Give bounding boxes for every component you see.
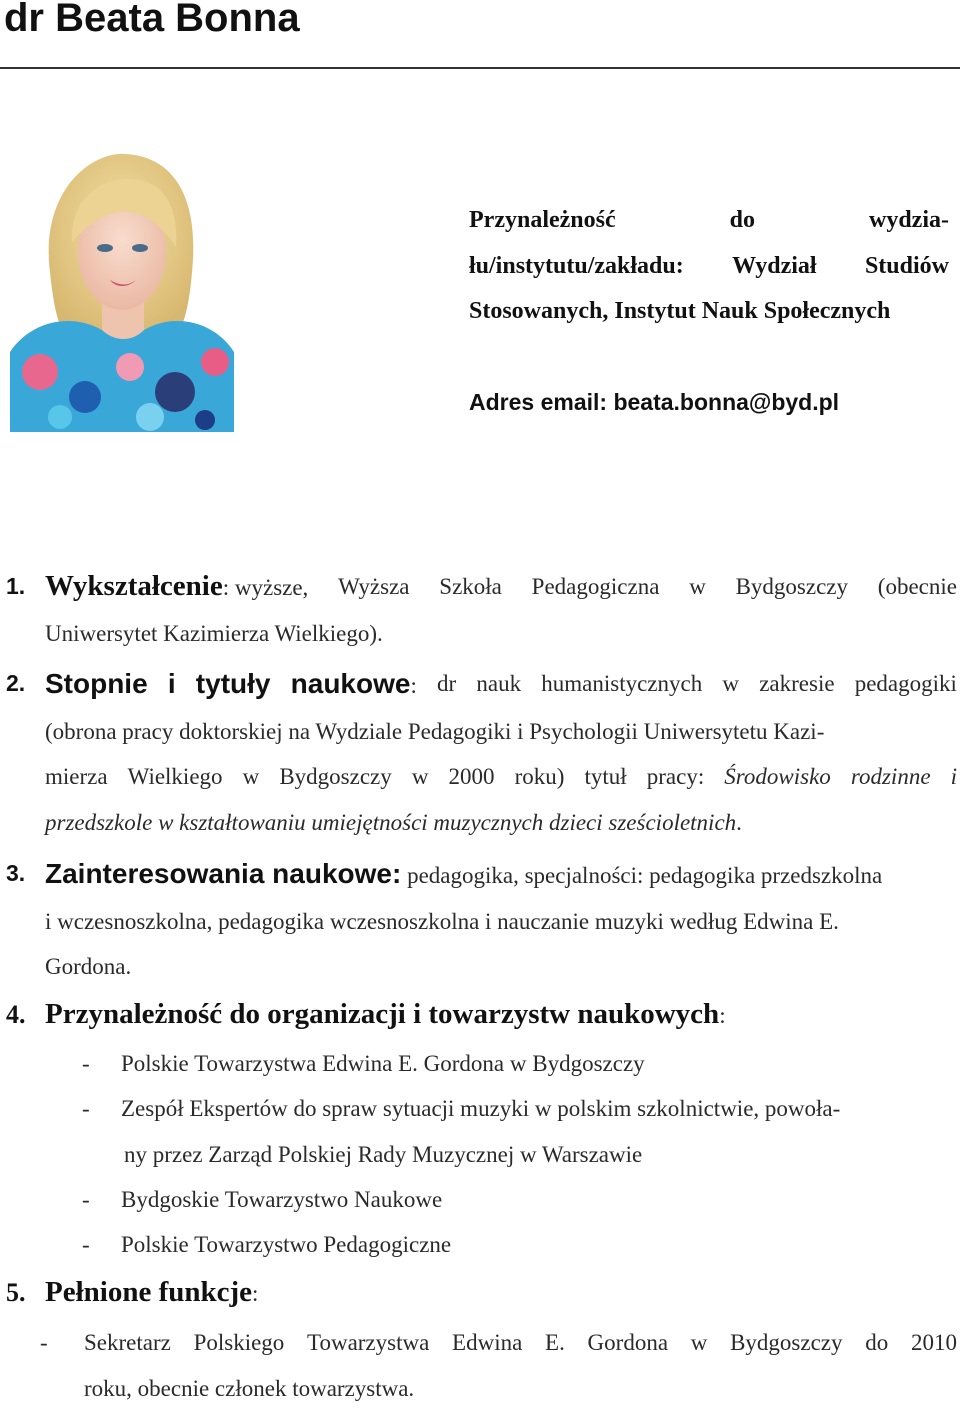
affiliation-word: Przynależność <box>469 198 616 244</box>
list-item-continuation: roku, obecnie członek towarzystwa. <box>84 1366 957 1411</box>
section-line: i wczesnoszkolna, pedagogika wczesnoszkolna i nauczanie muzyki według Edwina E. <box>45 899 957 945</box>
section-line: Gordona. <box>45 944 957 990</box>
affiliation-word: Studiów <box>865 244 949 290</box>
section-heading: Przynależność do organizacji i towarzystw naukowych <box>45 998 719 1030</box>
list-dash: - <box>40 1320 48 1366</box>
section-line: mierza Wielkiego w Bydgoszczy w 2000 roku) tytuł pracy: Środowisko rodzinne i <box>45 754 957 800</box>
section-line: Zainteresowania naukowe: pedagogika, specjalności: pedagogika przedszkolna <box>45 851 957 899</box>
portrait-photo <box>10 152 234 432</box>
affiliation <box>469 198 949 335</box>
page-title: dr Beata Bonna <box>4 0 300 42</box>
section-heading: Wykształcenie <box>45 570 223 602</box>
section-line: Uniwersytet Kazimierza Wielkiego). <box>45 611 957 657</box>
section-line: Wykształcenie: wyższe, Wyższa Szkoła Pedagogiczna w Bydgoszczy (obecnie <box>45 564 957 611</box>
section-number: 3. <box>6 851 25 897</box>
section-line: Przynależność do organizacji i towarzystw naukowych: <box>45 992 957 1039</box>
affiliation-word: wydzia- <box>869 198 949 244</box>
section-line: (obrona pracy doktorskiej na Wydziale Pedagogiki i Psychologii Uniwersytetu Kazi- <box>45 709 957 755</box>
list-item-continuation: ny przez Zarząd Polskiej Rady Muzycznej w Warszawie <box>124 1132 642 1178</box>
section-number: 5. <box>6 1270 26 1316</box>
email-line: Adres email: beata.bonna@byd.pl <box>469 380 839 425</box>
section-number: 2. <box>6 661 25 707</box>
affiliation-line: Stosowanych, Instytut Nauk Społecznych <box>469 289 949 335</box>
section-line: Pełnione funkcje: <box>45 1270 957 1317</box>
list-item: Sekretarz Polskiego Towarzystwa Edwina E. Gordona w Bydgoszczy do 2010 <box>84 1320 957 1366</box>
affiliation-word: Wydział <box>732 244 816 290</box>
section-heading: Pełnione funkcje <box>45 1276 252 1308</box>
title-divider <box>0 67 960 69</box>
section-line: przedszkole w kształtowaniu umiejętności muzycznych dzieci sześcioletnich. <box>45 800 957 846</box>
section-number: 1. <box>6 564 25 610</box>
affiliation-word: do <box>730 198 755 244</box>
section-number: 4. <box>6 992 26 1038</box>
section-line: Stopnie i tytuły naukowe: dr nauk humanistycznych w zakresie pedagogiki <box>45 661 957 709</box>
affiliation-word: łu/instytutu/zakładu: <box>469 244 684 290</box>
section-heading: Zainteresowania naukowe: <box>45 858 401 889</box>
